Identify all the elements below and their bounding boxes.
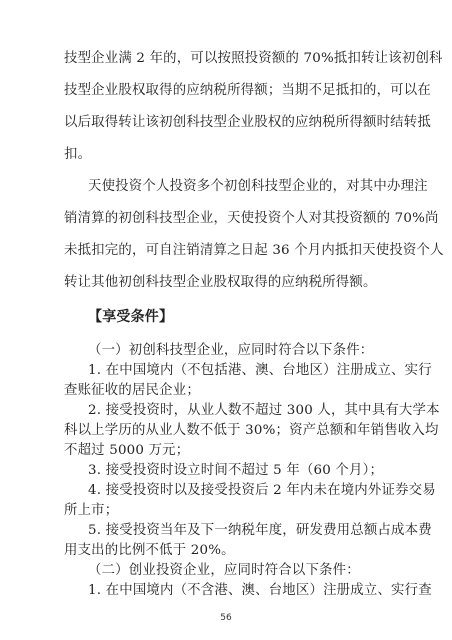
- condition-line: 所上市；: [64, 503, 119, 518]
- condition-line: （一）初创科技型企业，应同时符合以下条件：: [88, 343, 374, 358]
- paragraph-line: 未抵扣完的，可自注销清算之日起 36 个月内抵扣天使投资个人: [64, 243, 444, 258]
- condition-line: 不超过 5000 万元；: [64, 443, 190, 458]
- condition-line: 4. 接受投资时以及接受投资后 2 年内未在境内外证券交易: [88, 483, 436, 498]
- paragraph-line: 扣。: [64, 147, 92, 162]
- condition-line: 1. 在中国境内（不包括港、澳、台地区）注册成立、实行: [88, 363, 432, 378]
- paragraph-line: 转让其他初创科技型企业股权取得的应纳税所得额。: [64, 275, 377, 290]
- condition-line: 3. 接受投资时设立时间不超过 5 年（60 个月）；: [88, 463, 384, 478]
- paragraph-line: 销清算的初创科技型企业，天使投资个人对其投资额的 70%尚: [64, 211, 439, 226]
- condition-line: 2. 接受投资时，从业人数不超过 300 人，其中具有大学本: [88, 403, 440, 418]
- section-heading: 【享受条件】: [88, 309, 174, 325]
- condition-line: （二）创业投资企业，应同时符合以下条件：: [88, 563, 360, 578]
- condition-line: 1. 在中国境内（不含港、澳、台地区）注册成立、实行查: [88, 583, 432, 598]
- condition-line: 查账征收的居民企业；: [64, 383, 200, 398]
- paragraph-line: 以后取得转让该初创科技型企业股权的应纳税所得额时结转抵: [64, 115, 431, 130]
- condition-line: 用支出的比例不低于 20%。: [64, 543, 235, 558]
- condition-line: 科以上学历的从业人数不低于 30%；资产总额和年销售收入均: [64, 423, 439, 438]
- paragraph-line: 技型企业满 2 年的，可以按照投资额的 70%抵扣转让该初创科: [64, 51, 443, 66]
- paragraph-line: 技型企业股权取得的应纳税所得额；当期不足抵扣的，可以在: [64, 83, 431, 98]
- paragraph-line: 天使投资个人投资多个初创科技型企业的，对其中办理注: [88, 179, 428, 194]
- condition-line: 5. 接受投资当年及下一纳税年度，研发费用总额占成本费: [88, 523, 432, 538]
- page-number: 56: [220, 613, 232, 623]
